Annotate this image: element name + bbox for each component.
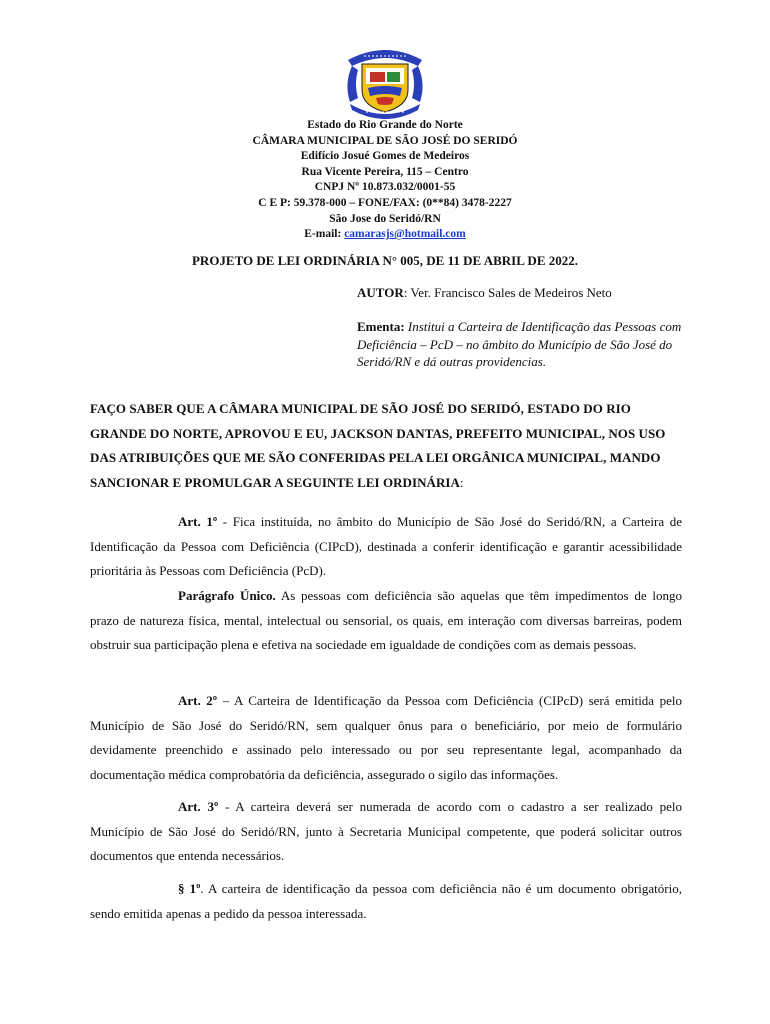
author-line (357, 285, 612, 301)
section-1 (90, 877, 682, 926)
article-3-text: - A carteira deverá ser numerada de acordo com o cadastro a ser realizado pelo Município de São José do Seridó/RN, junto à Secretaria Municipal competente, que poderá solicitar outros documentos que entenda necessários. (90, 799, 682, 863)
section-1-label: § 1º (178, 881, 201, 896)
enactment-clause (90, 397, 690, 495)
sole-paragraph-label: Parágrafo Único. (178, 588, 276, 603)
enactment-colon: : (459, 474, 464, 490)
header-cep-phone: C E P: 59.378-000 – FONE/FAX: (0**84) 3478-2227 (258, 196, 512, 209)
header-chamber: CÂMARA MUNICIPAL DE SÃO JOSÉ DO SERIDÓ (252, 134, 518, 147)
header-city: São Jose do Seridó/RN (329, 212, 441, 225)
sole-paragraph (90, 584, 682, 658)
header-state: Estado do Rio Grande do Norte (307, 119, 463, 131)
article-1-label: Art. 1º (178, 514, 218, 529)
section-1-text: . A carteira de identificação da pessoa com deficiência não é um documento obrigatório, sendo emitida apenas a pedido da pessoa interessada. (90, 881, 682, 921)
ementa-block (357, 318, 687, 371)
header-email-line (0, 227, 770, 243)
letterhead (0, 118, 770, 243)
article-3-label: Art. 3º (178, 799, 219, 814)
article-2 (90, 689, 682, 787)
author-label: AUTOR (357, 285, 404, 300)
ementa-text: Institui a Carteira de Identificação das Pessoas com Deficiência – PcD – no âmbito do Município de São José do Seridó/RN e dá outras providencias. (357, 319, 682, 369)
article-2-text: – A Carteira de Identificação da Pessoa com Deficiência (CIPcD) será emitida pelo Município de São José do Seridó/RN, sem qualquer ônus para o beneficiário, por meio de formulário devidamente preenchido e assinado pelo interessado ou por seu representante legal, acompanhado da documentação médica comprobatória da deficiência, assegurado o sigilo das informações. (90, 693, 683, 782)
article-3 (90, 795, 682, 869)
article-1 (90, 510, 682, 584)
bill-title: PROJETO DE LEI ORDINÁRIA N° 005, DE 11 DE ABRIL DE 2022. (191, 253, 578, 268)
email-label: E-mail: (304, 228, 345, 241)
header-building: Edifício Josué Gomes de Medeiros (300, 150, 470, 163)
header-address: Rua Vicente Pereira, 115 – Centro (301, 165, 469, 178)
email-link[interactable]: camarasjs@hotmail.com (344, 228, 466, 241)
article-2-label: Art. 2º (178, 693, 218, 708)
ementa-label: Ementa: (357, 319, 405, 334)
municipal-coat-of-arms-icon (338, 44, 432, 120)
header-cnpj: CNPJ Nº 10.873.032/0001-55 (314, 181, 456, 194)
enactment-text: FAÇO SABER QUE A CÂMARA MUNICIPAL DE SÃO JOSÉ DO SERIDÓ, ESTADO DO RIO GRANDE DO NORTE, APROVOU E EU, JACKSON DANTAS, PREFEITO MUNICIPAL, NOS USO DAS ATRIBUIÇÕES QUE ME SÃO CONFERIDAS PELA LEI ORGÂNICA MUNICIPAL, MANDO SANCIONAR E PROMULGAR A SEGUINTE LEI ORDINÁRIA (90, 401, 666, 490)
article-1-text: - Fica instituída, no âmbito do Município de São José do Seridó/RN, a Carteira de Identificação da Pessoa com Deficiência (CIPcD), destinada a conferir identificação e garantir acessibilidade prioritária às Pessoas com Deficiência (PcD). (90, 514, 682, 578)
sole-paragraph-text: As pessoas com deficiência são aquelas que têm impedimentos de longo prazo de natureza física, mental, intelectual ou sensorial, os quais, em interação com diversas barreiras, podem obstruir sua participação plena e efetiva na sociedade em igualdade de condições com as demais pessoas. (90, 588, 682, 652)
author-value: : Ver. Francisco Sales de Medeiros Neto (403, 285, 612, 300)
